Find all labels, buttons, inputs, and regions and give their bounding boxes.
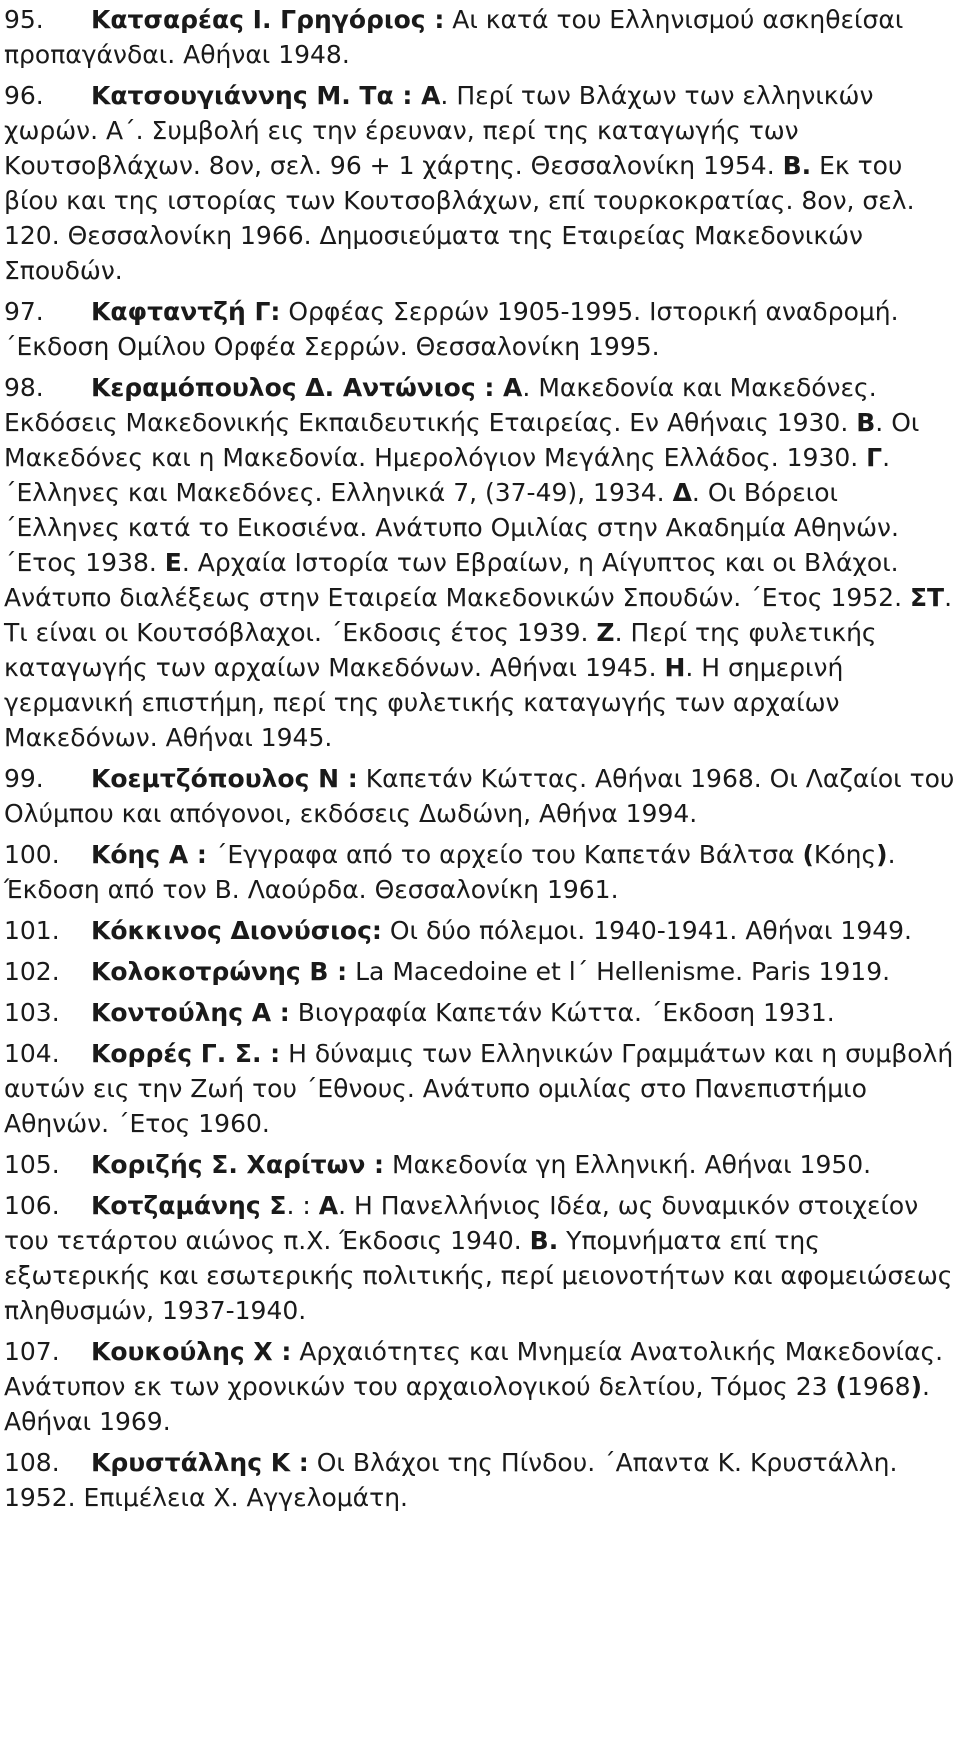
bibliography-entry: [4, 1334, 956, 1439]
entry-text: . Αθήναι 1969.: [4, 1372, 930, 1436]
bibliography-entry: [4, 294, 956, 364]
entry-text: La Macedoine et l΄ Hellenisme. Paris 1919.: [347, 957, 891, 986]
entry-author: Κορρές Γ. Σ. :: [91, 1039, 281, 1068]
entry-bold-text: Ε: [164, 548, 182, 577]
bibliography-entry: [4, 1445, 956, 1515]
bibliography-entry: [4, 837, 956, 907]
entry-text: Υπομνήματα επί της εξωτερικής και εσωτερικής πολιτικής, περί μειονοτήτων και αφομειώσεως πληθυσμών, 1937-1940.: [4, 1226, 953, 1325]
entry-text: . Οι Μακεδόνες και η Μακεδονία. Ημερολόγιον Μεγάλης Ελλάδος. 1930.: [4, 408, 920, 472]
entry-text: 1968: [846, 1372, 911, 1401]
bibliography-list: [4, 2, 956, 1515]
entry-author: Κόης Α :: [91, 840, 207, 869]
entry-number: 106.: [4, 1191, 60, 1220]
entry-number: 96.: [4, 81, 44, 110]
entry-author: Κοριζής Σ. Χαρίτων :: [91, 1150, 385, 1179]
entry-author: Κόκκινος Διονύσιος:: [91, 916, 382, 945]
entry-text: . ΄Ελληνες και Μακεδόνες. Ελληνικά 7, (37-49), 1934.: [4, 443, 891, 507]
entry-bold-text: Β: [856, 408, 876, 437]
entry-number: 100.: [4, 840, 60, 869]
bibliography-entry: [4, 2, 956, 72]
entry-bold-text: ): [910, 1372, 923, 1401]
entry-bold-text: (: [802, 840, 814, 869]
entry-author: Κουκούλης Χ :: [91, 1337, 292, 1366]
entry-text: Βιογραφία Καπετάν Κώττα. ΄Εκδοση 1931.: [289, 998, 835, 1027]
entry-author: Κοεμτζόπουλος Ν :: [91, 764, 358, 793]
bibliography-entry: [4, 370, 956, 755]
bibliography-entry: [4, 1147, 956, 1182]
entry-bold-text: ΣΤ: [909, 583, 945, 612]
entry-text: . Τι είναι οι Κουτσόβλαχοι. ΄Εκδοσις έτος 1939.: [4, 583, 953, 647]
entry-author: Κρυστάλλης Κ :: [91, 1448, 309, 1477]
bibliography-entry: [4, 761, 956, 831]
entry-text: Κόης: [813, 840, 877, 869]
entry-number: 101.: [4, 916, 60, 945]
entry-author: Κατσαρέας Ι. Γρηγόριος :: [91, 5, 445, 34]
entry-text: ΄Εγγραφα από το αρχείο του Καπετάν Βάλτσα: [206, 840, 803, 869]
entry-text: . Έκδοση από τον Β. Λαούρδα. Θεσσαλονίκη 1961.: [4, 840, 896, 904]
entry-text: . Η σημερινή γερμανική επιστήμη, περί της φυλετικής καταγωγής των αρχαίων Μακεδόνων. Αθήναι 1945.: [4, 653, 844, 752]
entry-author: Κεραμόπουλος Δ. Αντώνιος : Α: [91, 373, 523, 402]
entry-number: 99.: [4, 764, 44, 793]
entry-text: . Περί της φυλετικής καταγωγής των αρχαίων Μακεδόνων. Αθήναι 1945.: [4, 618, 877, 682]
entry-bold-text: Η: [664, 653, 686, 682]
entry-author: Καφταντζή Γ:: [91, 297, 281, 326]
entry-text: Εκ του βίου και της ιστορίας των Κουτσοβλάχων, επί τουρκοκρατίας. 8ον, σελ. 120. Θεσσαλονίκη 1966. Δημοσιεύματα της Εταιρείας Μακεδονικών Σπουδών.: [4, 151, 915, 285]
entry-text: Αι κατά του Ελληνισμού ασκηθείσαι προπαγάνδαι. Αθήναι 1948.: [4, 5, 904, 69]
entry-author: Κατσουγιάννης Μ. Τα : Α: [91, 81, 441, 110]
entry-author: Κοντούλης Α :: [91, 998, 290, 1027]
entry-bold-text: Β.: [782, 151, 812, 180]
entry-text: Η δύναμις των Ελληνικών Γραμμάτων και η συμβολή αυτών εις την Ζωή του ΄Εθνους. Ανάτυπο ομιλίας στο Πανεπιστήμιο Αθηνών. ΄Ετος 1960.: [4, 1039, 954, 1138]
entry-text: Οι Βλάχοι της Πίνδου. ΄Απαντα Κ. Κρυστάλλη. 1952. Επιμέλεια Χ. Αγγελομάτη.: [4, 1448, 898, 1512]
bibliography-entry: [4, 1188, 956, 1328]
entry-text: Καπετάν Κώττας. Αθήναι 1968. Οι Λαζαίοι του Ολύμπου και απόγονοι, εκδόσεις Δωδώνη, Αθήνα 1994.: [4, 764, 955, 828]
entry-bold-text: (: [835, 1372, 847, 1401]
entry-text: Αρχαιότητες και Μνημεία Ανατολικής Μακεδονίας. Ανάτυπον εκ των χρονικών του αρχαιολογικού δελτίου, Τόμος 23: [4, 1337, 944, 1401]
entry-number: 97.: [4, 297, 44, 326]
entry-number: 98.: [4, 373, 44, 402]
entry-bold-text: ): [876, 840, 888, 869]
entry-text: Ορφέας Σερρών 1905-1995. Ιστορική αναδρομή. ΄Εκδοση Ομίλου Ορφέα Σερρών. Θεσσαλονίκη 1995.: [4, 297, 899, 361]
entry-author: Κολοκοτρώνης Β :: [91, 957, 348, 986]
entry-bold-text: Β.: [529, 1226, 559, 1255]
entry-number: 104.: [4, 1039, 60, 1068]
entry-text: Μακεδονία γη Ελληνική. Αθήναι 1950.: [384, 1150, 872, 1179]
bibliography-entry: [4, 913, 956, 948]
entry-author: Κοτζαμάνης Σ: [91, 1191, 287, 1220]
entry-text: . :: [286, 1191, 319, 1220]
entry-bold-text: Γ: [866, 443, 883, 472]
bibliography-entry: [4, 1036, 956, 1141]
entry-number: 95.: [4, 5, 44, 34]
bibliography-entry: [4, 78, 956, 288]
entry-number: 103.: [4, 998, 60, 1027]
entry-number: 108.: [4, 1448, 60, 1477]
entry-text: . Αρχαία Ιστορία των Εβραίων, η Αίγυπτος και οι Βλάχοι. Ανάτυπο διαλέξεως στην Εταιρεία Μακεδονικών Σπουδών. ΄Ετος 1952.: [4, 548, 910, 612]
entry-text: . Η Πανελλήνιος Ιδέα, ως δυναμικόν στοιχείον του τετάρτου αιώνος π.Χ. Έκδοσις 1940.: [4, 1191, 919, 1255]
bibliography-entry: [4, 954, 956, 989]
entry-bold-text: Δ: [672, 478, 692, 507]
entry-number: 105.: [4, 1150, 60, 1179]
entry-text: . Οι Βόρειοι ΄Ελληνες κατά το Εικοσιένα. Ανάτυπο Ομιλίας στην Ακαδημία Αθηνών. ΄Ετος 1938.: [4, 478, 899, 577]
entry-number: 102.: [4, 957, 60, 986]
bibliography-entry: [4, 995, 956, 1030]
entry-bold-text: Α: [318, 1191, 339, 1220]
entry-number: 107.: [4, 1337, 60, 1366]
entry-text: Οι δύο πόλεμοι. 1940-1941. Αθήναι 1949.: [381, 916, 912, 945]
entry-text: . Μακεδονία και Μακεδόνες. Εκδόσεις Μακεδονικής Εκπαιδευτικής Εταιρείας. Εν Αθήναις 1930.: [4, 373, 877, 437]
entry-bold-text: Ζ: [596, 618, 615, 647]
entry-text: . Περί των Βλάχων των ελληνικών χωρών. Α΄. Συμβολή εις την έρευναν, περί της καταγωγής των Κουτσοβλάχων. 8ον, σελ. 96 + 1 χάρτης. Θεσσαλονίκη 1954.: [4, 81, 874, 180]
